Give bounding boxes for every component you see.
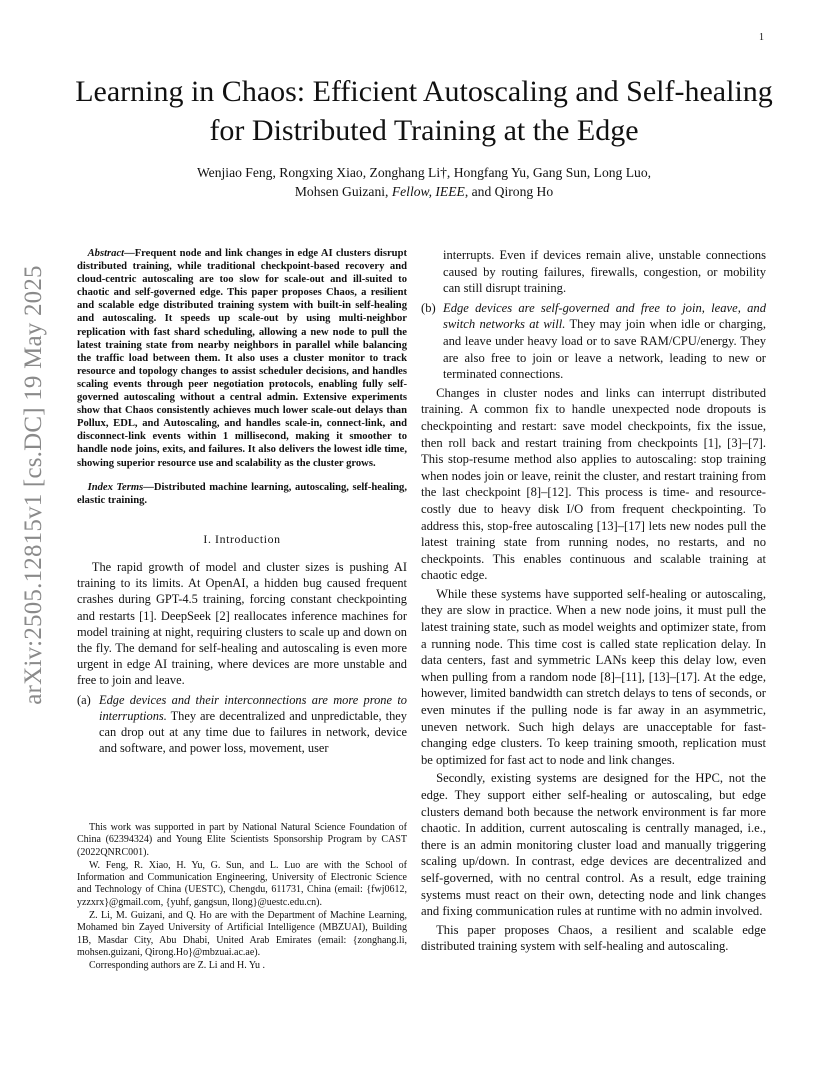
footnote-affiliation-mbzuai: Z. Li, M. Guizani, and Q. Ho are with the Department of Machine Learning, Mohamed bin Zayed University of Artificial Intelligence (MBZUAI), Building 1B, Masdar City, Abu Dhabi, United Arab Emirates (email: {zonghang.li, mohsen.guizani, Qirong.Ho}@mbzuai.ac.ae). [77,910,407,958]
arxiv-stamp-text: arXiv:2505.12815v1 [cs.DC] 19 May 2025 [20,265,47,705]
index-terms-label: Index Terms [87,481,144,493]
list-item-b [421,300,766,383]
intro-paragraph-1: The rapid growth of model and cluster sizes is pushing AI training to its limits. At OpenAI, a hidden bug caused frequent crashes during GPT-4.5 training, forcing constant checkpointing and restarts [1]. DeepSeek [2] reallocates inference machines for model training at night, requiring clusters to scale up and down on the fly. The demand for self-healing and autoscaling is even more urgent in edge AI training, where devices are more unstable and free to join and leave. [77,559,407,688]
challenge-list-continued [421,300,766,383]
intro-paragraph-5: This paper proposes Chaos, a resilient and scalable edge distributed training system with self-healing and autoscaling. [421,922,766,954]
intro-paragraph-3: While these systems have supported self-healing or autoscaling, they are slow in practice. When a new node joins, it must pull the latest training state, such as model weights and optimizer state, from a running node. This time cost is called state replication delay. In data centers, fast and symmetric LANs keep this delay low, even when pulling from a random node [8]–[11], [13]–[17]. At the edge, however, limited bandwidth can stretch delays to tens of seconds, or even minutes if the pulling node is far away in an asymmetric, uneven network. Such high delays are unacceptable for fast-changing edge clusters. To keep training smooth, replication must be optimized for fast act to node and link changes. [421,586,766,767]
list-item-b-emphasis: Edge devices are self-governed and free to join, leave, and switch networks at will. [443,300,766,332]
footnotes [77,822,407,974]
list-item-a-continued: interrupts. Even if devices remain alive, unstable connections caused by routing failures, firewalls, congestion, or mobility can still disrupt training. [443,248,766,296]
section-heading-introduction: I. Introduction [203,531,281,546]
left-column [77,247,407,756]
list-item-a-text: They are decentralized and unpredictable, they can drop out at any time due to failures in network, device and software, and power loss, movement, user [99,708,407,756]
footnote-funding: This work was supported in part by National Natural Science Foundation of China (62394324) and Young Elite Scientists Sponsorship Program by CAST (2022QNRC001). [77,822,407,858]
arxiv-identifier-stamp [14,265,54,705]
author-line-1: Wenjiao Feng, Rongxing Xiao, Zonghang Li†, Hongfang Yu, Gang Sun, Long Luo, [196,165,652,180]
index-terms-text: —Distributed machine learning, autoscaling, self-healing, elastic training. [77,481,407,506]
list-item-b-label: (b) [421,300,436,315]
intro-paragraph-4: Secondly, existing systems are designed for the HPC, not the edge. They support either self-healing or autoscaling, but edge clusters demand both because the network environment is far more chaotic. In addition, current autoscaling is centrally managed, i.e., there is an admin monitoring cluster load and manually triggering scaling up/down. In contrast, edge devices are decentralized and self-governed, with no central control. As a result, edge training systems must react on their own, detecting node and link changes and fixing communication rules at runtime with no admin involved. [421,771,766,919]
index-terms [77,481,407,507]
abstract [77,247,407,470]
list-item-a [77,692,407,757]
author-list [60,163,788,201]
abstract-text: —Frequent node and link changes in edge AI clusters disrupt distributed training, while traditional checkpoint-based recovery and cloud-centric autoscaling are too slow for scale-out and ill-suited to chaotic and self-governed edge. This paper proposes Chaos, a resilient and scalable edge distributed training system with built-in self-healing and autoscaling. It speeds up scale-out by using multi-neighbor replication with fast shard scheduling, allowing a new node to pull the latest training state from nearby neighbors in parallel while balancing the traffic load between them. It also uses a cluster monitor to track resource and topology changes to assist scheduler decisions, and handles scaling events through peer negotiation protocols, enabling fully self-governed autoscaling without a central admin. Extensive experiments show that Chaos consistently achieves much lower scale-out delays than Pollux, EDL, and Autoscaling, and handles scale-in, connect-link, and disconnect-link events within 1 millisecond, making it smoother to handle node joins, exits, and failures. It also delivers the lowest idle time, showing superior resource use and scalability as the cluster grows. [77,248,407,469]
challenge-list [77,692,407,757]
list-item-a-label: (a) [77,692,91,707]
abstract-label: Abstract [87,248,125,259]
page-number: 1 [759,32,764,43]
paper-title: Learning in Chaos: Efficient Autoscaling and Self-healing for Distributed Training at the Edge [75,75,773,147]
author-line-2: Mohsen Guizani, Fellow, IEEE, and Qirong Ho [294,184,554,199]
footnote-affiliation-uestc: W. Feng, R. Xiao, H. Yu, G. Sun, and L. Luo are with the School of Information and Communication Engineering, University of Electronic Science and Technology of China (UESTC), Chengdu, 611731, China (email: {fwj0612, yzzxrx}@gmail.com, {yuhf, gangsun, llong}@uestc.edu.cn). [77,859,407,908]
right-column [421,247,766,955]
list-item-b-text: They may join when idle or charging, and leave under heavy load or to save RAM/CPU/energy. They are also free to join or leave a network, leading to new or terminated connections. [443,317,766,382]
list-item-a-emphasis: Edge devices and their interconnections are more prone to interruptions. [99,692,407,723]
footnote-corresponding: Corresponding authors are Z. Li and H. Yu . [89,960,265,972]
intro-paragraph-2: Changes in cluster nodes and links can interrupt distributed training. A common fix to handle unexpected node dropouts is checkpointing and restart: save model checkpoints, fix the issue, then roll back and restart training from checkpoints [1], [3]–[7]. This stop-resume method also applies to autoscaling: stop training when nodes join or leave, reinit the cluster, and restart training from the last checkpoint [8]–[12]. This process is time- and resource-costly due to heavy disk I/O from frequent checkpointing. To address this, stop-free autoscaling [13]–[17] lets new nodes pull the latest training state from running nodes, no restarts, and no checkpoints. This enables continuous and scalable training at chaotic edge. [421,385,766,583]
